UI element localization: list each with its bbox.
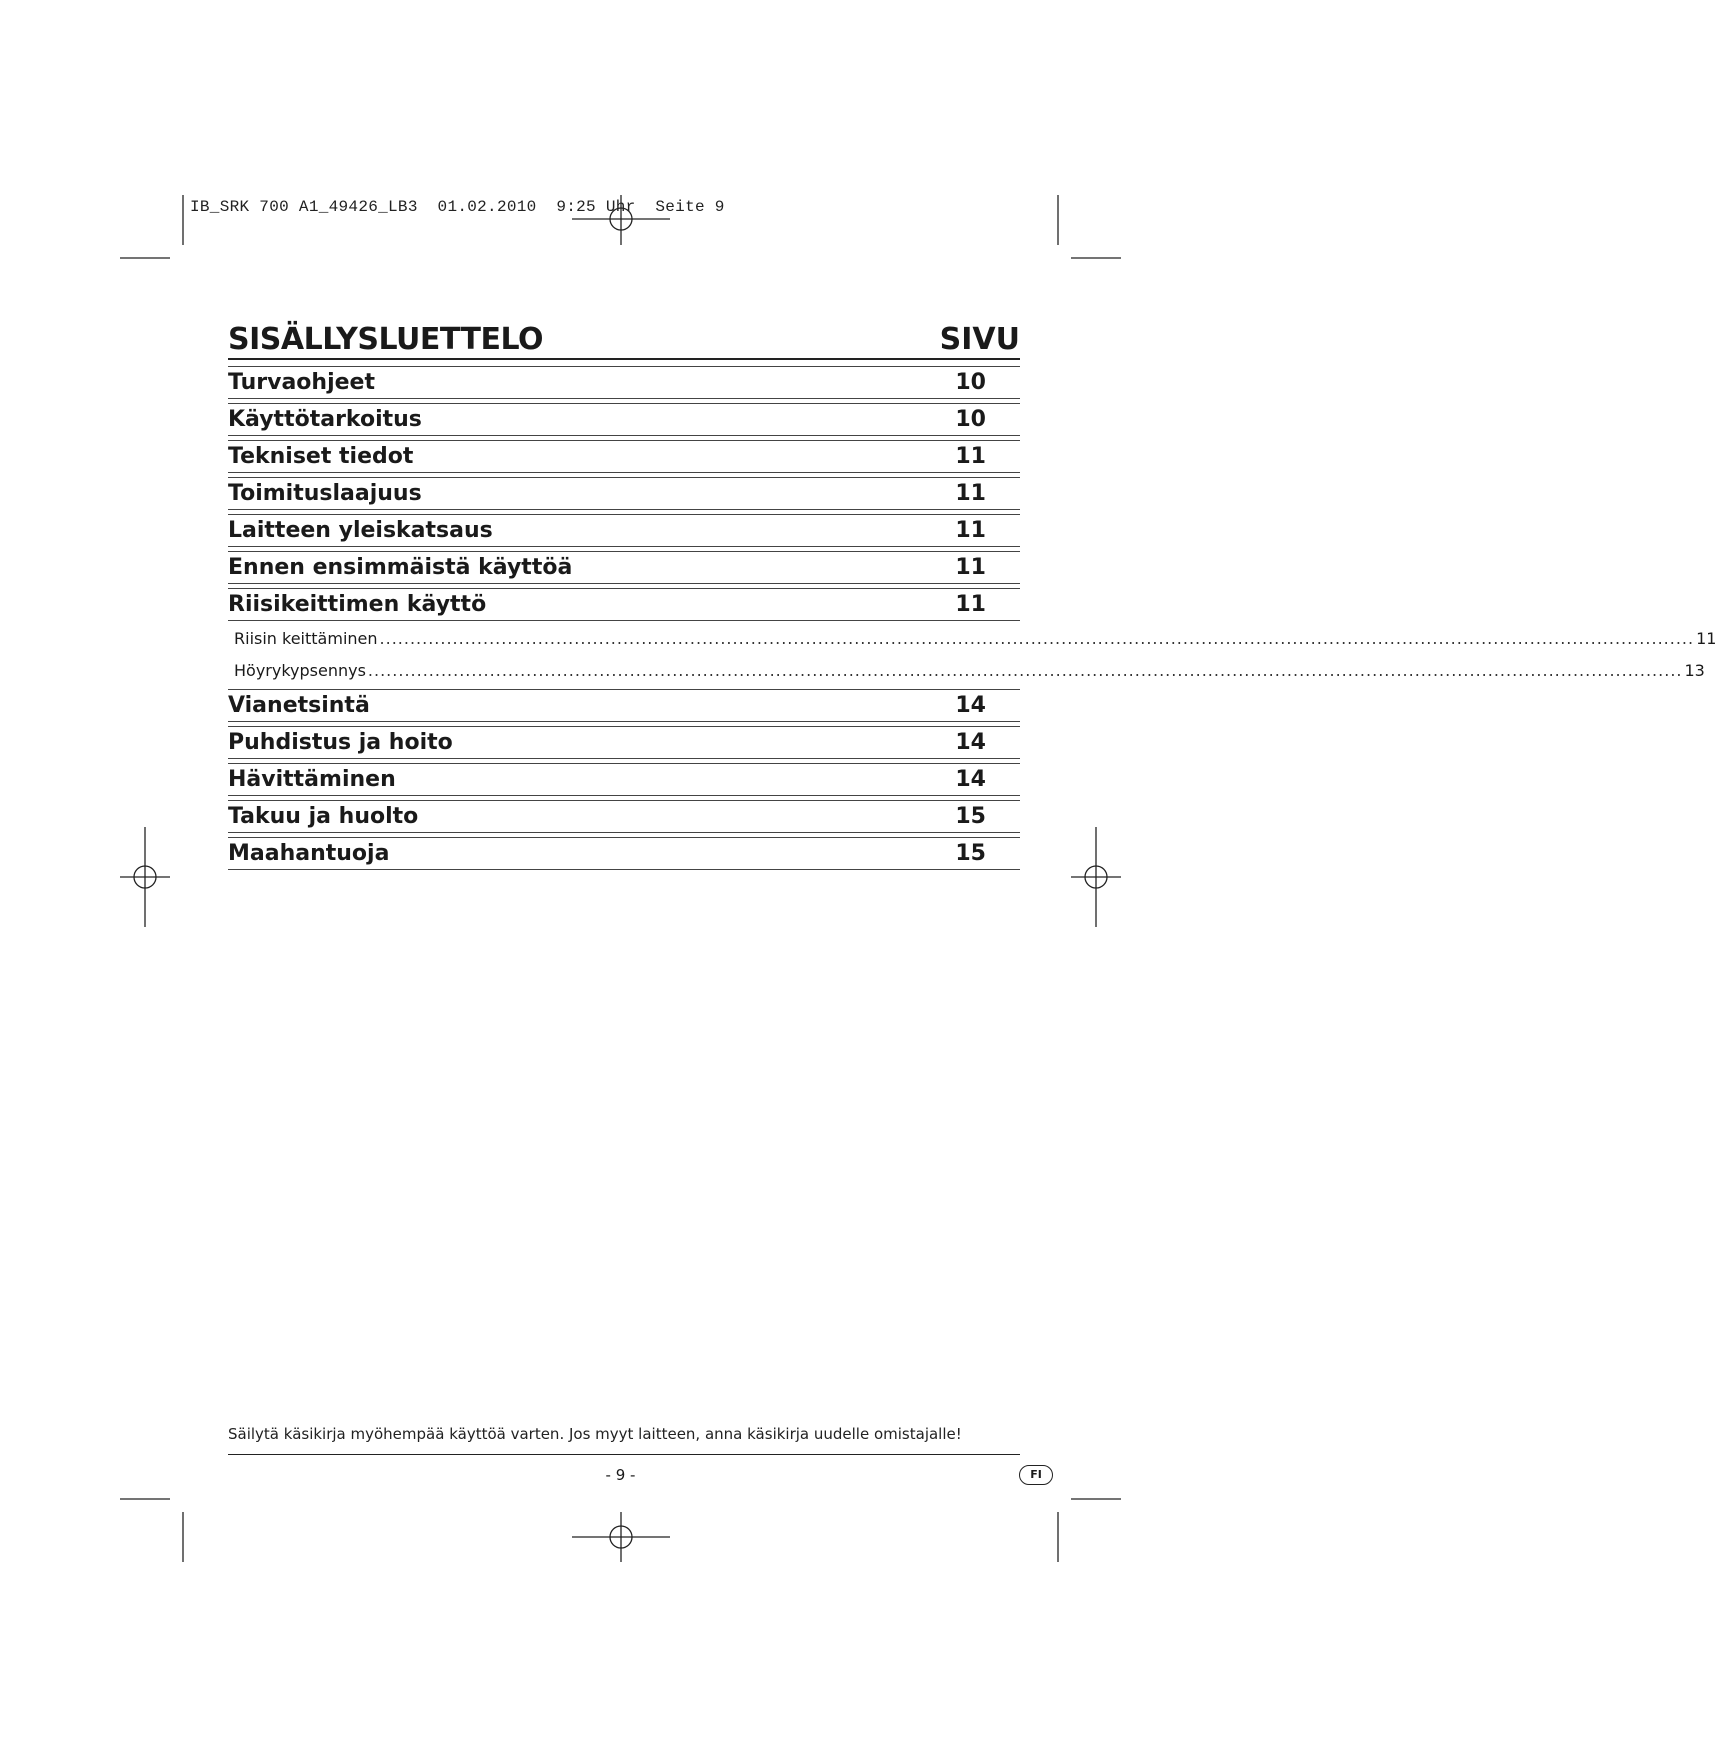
toc-entry-page: 11 — [955, 592, 986, 617]
toc-page-column-heading: SIVU — [939, 322, 1020, 357]
print-slug: IB_SRK 700 A1_49426_LB3 01.02.2010 9:25 Uhr Seite 9 — [190, 198, 725, 216]
toc-entry-page: 11 — [955, 481, 986, 506]
table-of-contents — [228, 318, 1716, 870]
toc-entry-label: Tekniset tiedot — [228, 444, 414, 469]
toc-entry-label: Ennen ensimmäistä käyttöä — [228, 555, 573, 580]
toc-subentry-label: Höyrykypsennys — [234, 661, 366, 680]
toc-subentry[interactable] — [228, 621, 1716, 653]
toc-entry[interactable] — [228, 403, 1020, 436]
page-number: - 9 - — [605, 1466, 636, 1484]
toc-entry-label: Maahantuoja — [228, 841, 390, 866]
toc-entry-page: 10 — [955, 370, 986, 395]
toc-entry-label: Turvaohjeet — [228, 370, 375, 395]
toc-entry[interactable] — [228, 763, 1020, 796]
toc-entry-page: 11 — [955, 518, 986, 543]
toc-entry-label: Takuu ja huolto — [228, 804, 419, 829]
toc-entry[interactable] — [228, 800, 1020, 833]
toc-entry[interactable] — [228, 366, 1020, 399]
toc-entry[interactable] — [228, 551, 1020, 584]
toc-entry-label: Riisikeittimen käyttö — [228, 592, 487, 617]
toc-entry[interactable] — [228, 477, 1020, 510]
toc-entry-label: Toimituslaajuus — [228, 481, 422, 506]
toc-entry-page: 15 — [955, 804, 986, 829]
language-badge: FI — [1019, 1465, 1053, 1485]
toc-entry[interactable] — [228, 689, 1020, 722]
toc-entry[interactable] — [228, 440, 1020, 473]
toc-entry-label: Laitteen yleiskatsaus — [228, 518, 493, 543]
toc-subentry[interactable] — [228, 653, 1705, 685]
toc-subentry-label: Riisin keittäminen — [234, 629, 378, 648]
toc-entry-page: 15 — [955, 841, 986, 866]
footer-divider — [228, 1454, 1020, 1455]
toc-header — [228, 318, 1020, 360]
toc-entry-page: 14 — [955, 730, 986, 755]
toc-entry[interactable] — [228, 726, 1020, 759]
toc-entry-page: 11 — [955, 444, 986, 469]
toc-entry-page: 11 — [955, 555, 986, 580]
toc-entry[interactable] — [228, 588, 1020, 621]
dot-leader: ........................................................................................................................................................................................................................ — [367, 661, 1683, 680]
toc-entry-page: 10 — [955, 407, 986, 432]
toc-entry-label: Vianetsintä — [228, 693, 370, 718]
toc-title: SISÄLLYSLUETTELO — [228, 322, 544, 357]
toc-entry-label: Hävittäminen — [228, 767, 396, 792]
toc-entry[interactable] — [228, 514, 1020, 547]
toc-entry-label: Käyttötarkoitus — [228, 407, 422, 432]
dot-leader: ........................................................................................................................................................................................................................ — [379, 629, 1695, 648]
footer-note: Säilytä käsikirja myöhempää käyttöä varten. Jos myyt laitteen, anna käsikirja uudelle omistajalle! — [228, 1425, 962, 1443]
toc-entry[interactable] — [228, 837, 1020, 870]
toc-subentry-page: 11 — [1696, 629, 1716, 648]
toc-entry-page: 14 — [955, 767, 986, 792]
toc-subentry-page: 13 — [1684, 661, 1705, 680]
toc-entry-page: 14 — [955, 693, 986, 718]
toc-entry-label: Puhdistus ja hoito — [228, 730, 453, 755]
